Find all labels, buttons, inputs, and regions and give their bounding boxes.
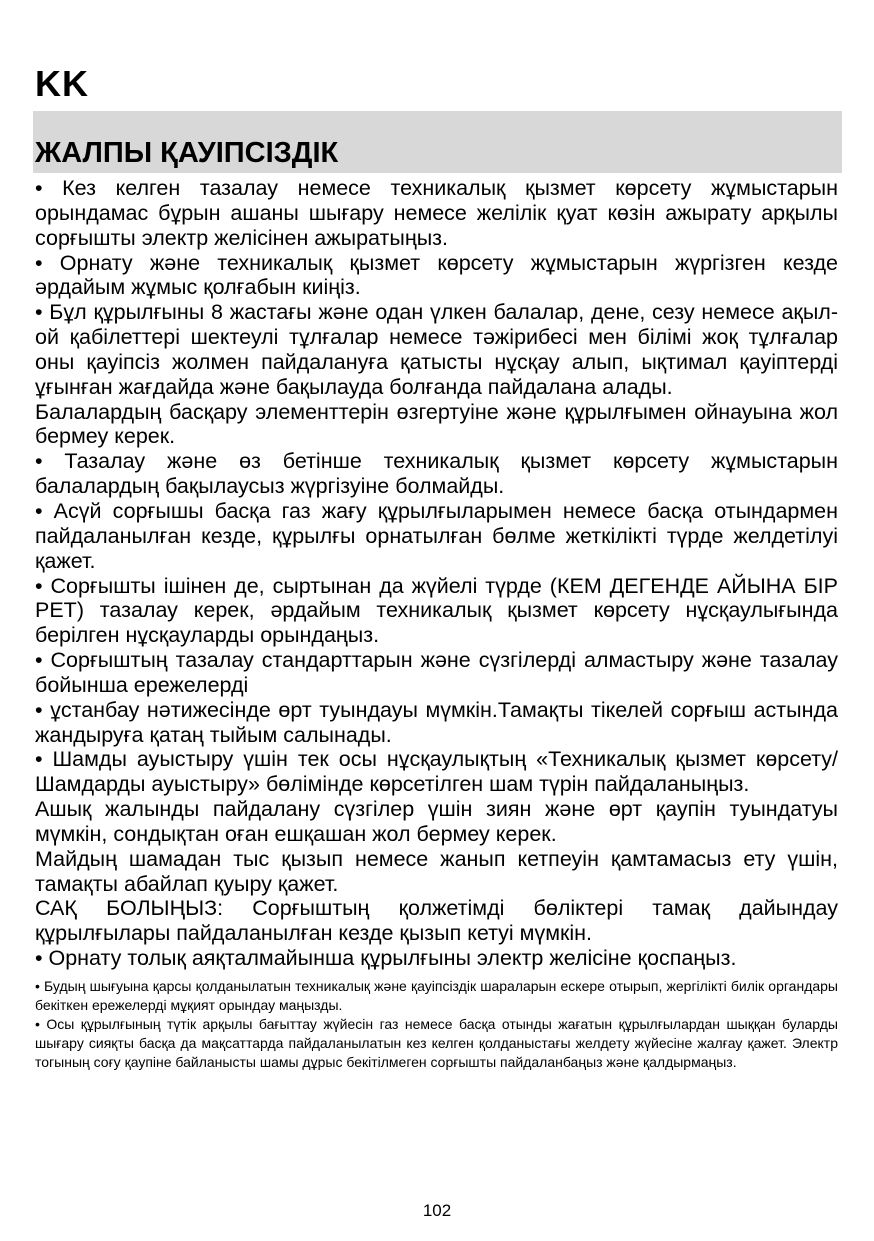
paragraph: • ұстанбау нәтижесінде өрт туындауы мүмкін.Тамақты тікелей сорғыш астында жандыруға қатаң тыйым салынады. xyxy=(35,697,838,747)
paragraph: • Тазалау және өз бетінше техникалық қызмет көрсету жұмыстарын балалардың бақылаусыз жүргізуіне болмайды. xyxy=(35,449,838,499)
paragraph: • Орнату және техникалық қызмет көрсету жұмыстарын жүргізген кезде әрдайым жұмыс қолғабын киіңіз. xyxy=(35,250,838,300)
paragraph: САҚ БОЛЫҢЫЗ: Сорғыштың қолжетімді бөліктері тамақ дайындау құрылғылары пайдаланылған кезде қызып кетуі мүмкін. xyxy=(35,896,838,946)
paragraph: Ашық жалынды пайдалану сүзгілер үшін зиян және өрт қаупін туындатуы мүмкін, сондықтан оған ешқашан жол бермеу керек. xyxy=(35,797,838,846)
small-paragraph: • Будың шығуына қарсы қолданылатын техникалық және қауіпсіздік шараларын ескере отырып, жергілікті билік органдары бекіткен ережелерді мұқият орындау маңызды. xyxy=(35,978,838,1013)
paragraph: Балалардың басқару элементтерін өзгертуіне және құрылғымен ойнауына жол бермеу керек. xyxy=(35,399,838,449)
page-number: 102 xyxy=(422,1201,452,1220)
language-code: KK xyxy=(35,63,89,104)
safety-text-body xyxy=(35,176,838,1072)
paragraph: • Сорғышты ішінен де, сыртынан да жүйелі түрде (КЕМ ДЕГЕНДЕ АЙЫНА БІР РЕТ) тазалау керек, әрдайым техникалық қызмет көрсету нұсқаулығында берілген нұсқауларды орындаңыз. xyxy=(35,573,838,648)
section-title: ЖАЛПЫ ҚАУІПСІЗДІК xyxy=(35,137,339,169)
paragraph: • Асүй сорғышы басқа газ жағу құрылғыларымен немесе басқа отындармен пайдаланылған кезде, құрылғы орнатылған бөлме жеткілікті түрде желдетілуі қажет. xyxy=(35,498,838,573)
paragraph: Майдың шамадан тыс қызып немесе жанып кетпеуін қамтамасыз ету үшін, тамақты абайлап қуыру қажет. xyxy=(35,846,838,896)
paragraph: • Орнату толық аяқталмайынша құрылғыны электр желісіне қоспаңыз. xyxy=(35,946,737,971)
paragraph: • Шамды ауыстыру үшін тек осы нұсқаулықтың «Техникалық қызмет көрсету/Шамдарды ауыстыру» бөлімінде көрсетілген шам түрін пайдаланыңыз. xyxy=(35,747,838,797)
section-header-bar xyxy=(33,111,842,173)
paragraph: • Кез келген тазалау немесе техникалық қызмет көрсету жұмыстарын орындамас бұрын ашаны шығару немесе желілік қуат көзін ажырату арқылы сорғышты электр желісінен ажыратыңыз. xyxy=(35,176,838,250)
paragraph: • Бұл құрылғыны 8 жастағы және одан үлкен балалар, дене, сезу немесе ақыл-ой қабілеттері шектеулі тұлғалар немесе тәжірибесі мен білімі жоқ тұлғалар оны қауіпсіз жолмен пайдалануға қатысты нұсқау алып, ықтимал қауіптерді ұғынған жағдайда және бақылауда болғанда пайдалана алады. xyxy=(35,300,838,399)
small-paragraph: • Осы құрылғының түтік арқылы бағыттау жүйесін газ немесе басқа отынды жағатын құрылғылардан шыққан буларды шығару сияқты басқа да мақсаттарда пайдаланылатын кез келген қолданыстағы желдету жүйесіне жалғау қажет. Электр тогының соғу қаупіне байланысты шамы дұрыс бекітілмеген сорғышты пайдаланбаңыз және қалдырмаңыз. xyxy=(35,1016,838,1070)
paragraph: • Сорғыштың тазалау стандарттарын және сүзгілерді алмастыру және тазалау бойынша ережелерді xyxy=(35,648,838,697)
